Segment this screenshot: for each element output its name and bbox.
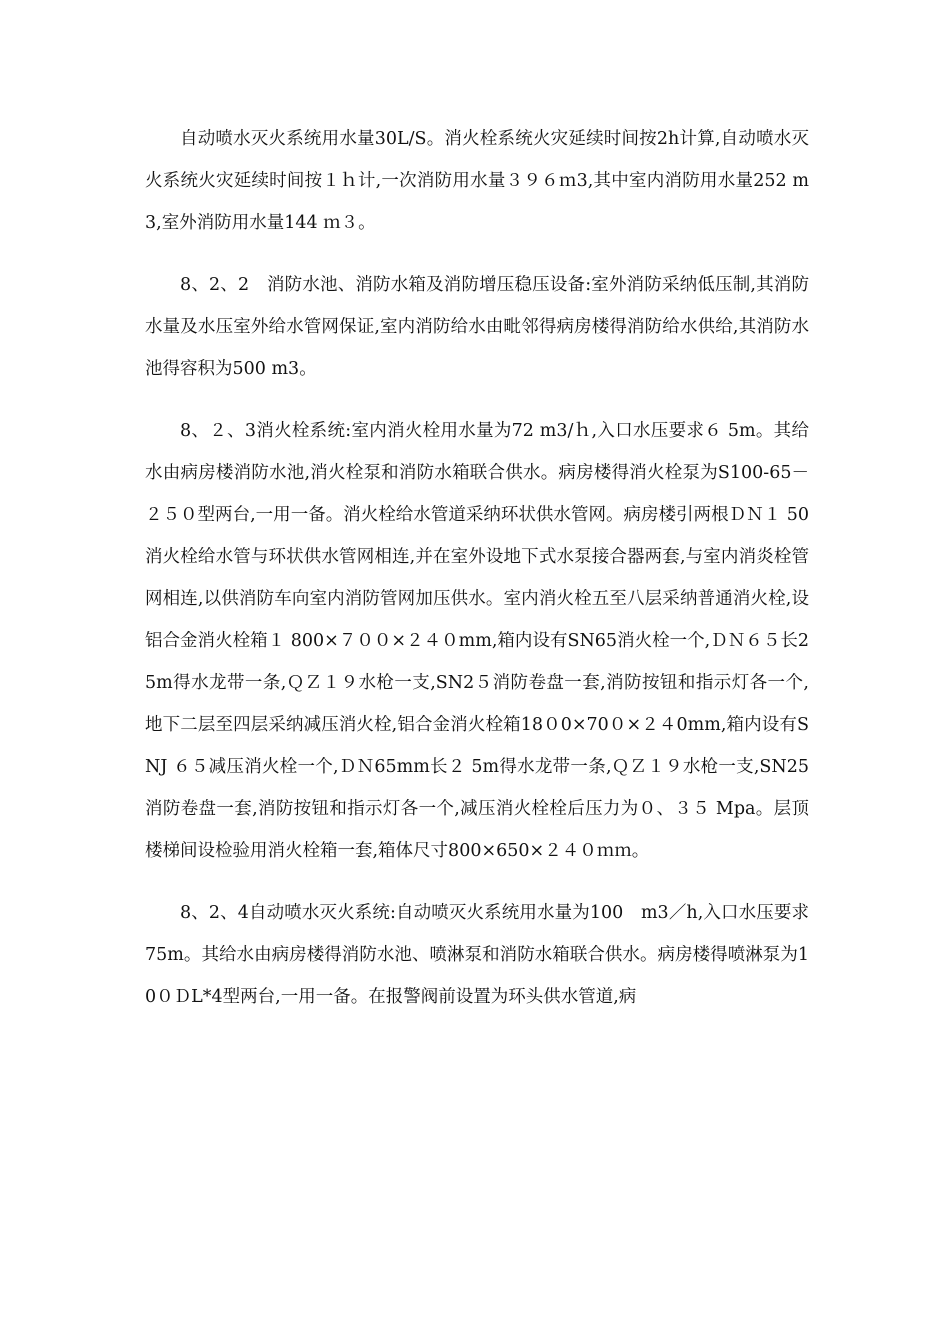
paragraph-sprinkler-system: 8、2、4自动喷水灭火系统:自动喷灭火系统用水量为100 m3／h,入口水压要求75m。其给水由病房楼得消防水池、喷淋泵和消防水箱联合供水。病房楼得喷淋泵为10０ＤL*4型两台,一用一备。在报警阀前设置为环头供水管道,病 xyxy=(145,903,809,1007)
document-body xyxy=(145,118,809,1038)
paragraph-water-demand: 自动喷水灭火系统用水量30L/S。消火栓系统火灾延续时间按2h计算,自动喷水灭火系统火灾延续时间按１ｈ计,一次消防用水量３９６ｍ3,其中室内消防用水量252 m3,室外消防用水量144 ｍ３。 xyxy=(145,129,809,233)
paragraph-fire-pool-tank: 8、2、2 消防水池、消防水箱及消防增压稳压设备:室外消防采纳低压制,其消防水量及水压室外给水管网保证,室内消防给水由毗邻得病房楼得消防给水供给,其消防水池得容积为500 m3。 xyxy=(145,275,809,379)
paragraph-hydrant-system: 8、２、3消火栓系统:室内消火栓用水量为72 m3/ｈ,入口水压要求６ 5m。其给水由病房楼消防水池,消火栓泵和消防水箱联合供水。病房楼得消火栓泵为S100-65－２５０型两台,一用一备。消火栓给水管道采纳环状供水管网。病房楼引两根ＤＮ１ 50消火栓给水管与环状供水管网相连,并在室外设地下式水泵接合器两套,与室内消炎栓管网相连,以供消防车向室内消防管网加压供水。室内消火栓五至八层采纳普通消火栓,设铝合金消火栓箱１ 800×７００×２４０mm,箱内设有SN65消火栓一个,ＤＮ６５长25m得水龙带一条,ＱＺ１９水枪一支,SN2５消防卷盘一套,消防按钮和指示灯各一个,地下二层至四层采纳减压消火栓,铝合金消火栓箱18０0×70０×２４0mm,箱内设有SNJ ６５减压消火栓一个,ＤＮ65mm长２ 5m得水龙带一条,ＱＺ１９水枪一支,SN25消防卷盘一套,消防按钮和指示灯各一个,减压消火栓栓后压力为０、３５ Mpa。层顶楼梯间设检验用消火栓箱一套,箱体尺寸800×650×２４０ｍｍ。 xyxy=(145,421,809,861)
